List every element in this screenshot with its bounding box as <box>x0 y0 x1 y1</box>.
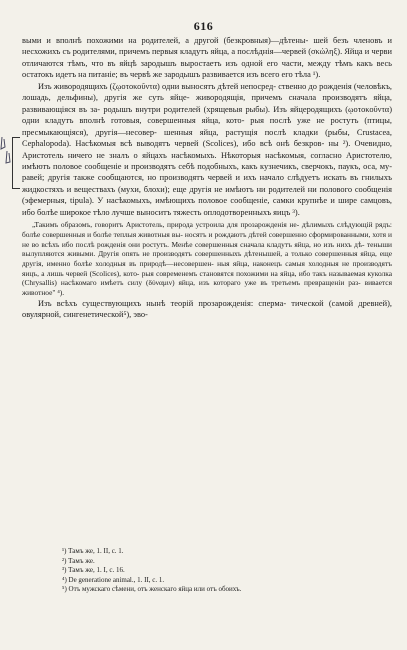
quotation-text: „Такимъ образомъ, говоритъ Аристотель, природа устроила для прозарожденія не- дѣлимыхъ слѣдующій рядъ: болѣе совершенныя и болѣе теплыя животныя вы- носятъ и рождаютъ дѣтей совершенно сформированными, хотя и не во всѣхъ ибо послѣ рожденія они ростутъ. Менѣе совершенныя сначала кладутъ яйца, но изъ нихъ дѣ- теныши вылупляются живыми. Другія опять не производятъ совершенныхъ дѣтенышей, а только совершенныя яйца, еще другія, именно болѣе холодныя въ природѣ—несовершен- ныя яйца, наконецъ самыя холодныя не производятъ яицъ, а лишь червей (Scolices), кото- рыя современемъ становятся похожими на яйца, ибо такъ называемая куколка (Chrysallis) насѣкомаго имѣетъ силу (δύναμιν) яйца, изъ котораго уже въ третьемъ превращеніи раз- вивается животное" ⁴). <box>22 220 392 297</box>
paragraph-3: Изъ всѣхъ существующихъ нынѣ теорій прозарожденія: сперма- тической (самой древней), овулярной, сингенетической⁵), эво- <box>22 298 392 319</box>
paragraph-2: Изъ живородящихъ (ζῳοτοκοῦντα) одни выносятъ дѣтей непосред- ственно до рожденія (человѣкъ, лошадь, дельфины), другія же суть яйце- живородящія, причемъ сначала производятъ яйца, развивающіяся въ за- родышъ внутри родителей (хрящевыя рыбы). Изъ яйцеродящихъ (ῳοτοκοῦντα) одни кладутъ вполнѣ готовыя, совершенныя яйца, кото- рыя послѣ уже не ростутъ (птицы, пресмыкающіяся), другія—несовер- шенныя яйца, растущія послѣ кладки (рыбы, Crustacea, Cephalopoda). Насѣкомыя всѣ выводятъ червей (Scolices), ибо всѣ онѣ безкров- ны ²). Очевидно, Аристотель ничего не зналъ о яйцахъ насѣкомыхъ. Нѣкоторыя насѣкомыя, согласно Аристотелю, имѣютъ половое сообщеніе и производятъ себѣ подобныхъ, какъ кузнечикъ, сверчокъ, паукъ, оса, му- равей; другія также сообщаются, но производятъ червей и ихъ начало слѣдуетъ искать въ гнилыхъ жидкостяхъ и веществахъ (мухи, блохи); еще другія не имѣютъ ни родителей ни полового сообщенія (эфемерныя, tipula). У насѣкомыхъ, имѣющихъ половое сообщеніе, самки крупнѣе и шире самцовъ, ибо болѣе широкое тѣло лучше выноситъ тяжесть оплодотворенныхъ яицъ ³). <box>22 81 392 217</box>
footnote-4: ⁴) De generatione animal., 1. II, c. 1. <box>62 575 165 584</box>
margin-handwritten-note <box>0 135 14 169</box>
footnote-3: ³) Тамъ же, 1. I, c. 16. <box>62 566 125 575</box>
page-number: 616 <box>193 19 214 33</box>
paragraph-1: выми и вполнѣ похожими на родителей, а другой (безкровныя)—дѣтены- шей безъ членовъ и несхожихъ съ родителями, причемъ первыя кладутъ яйца, а послѣднія—червей (σκώληξ). Яйца и черви отличаются тѣмъ, что въ яйцѣ зародышъ выростаетъ изъ одной его части, между тѣмъ какъ весь остатокъ идетъ на питаніе; въ червѣ же зародышъ развивается изъ всего его тѣла ¹). <box>22 36 392 80</box>
footnote-5: ⁵) Отъ мужскаго сѣмени, отъ женскаго яйца или отъ обоихъ. <box>62 585 242 594</box>
text-body <box>22 35 392 320</box>
footnote-2: ²) Тамъ же. <box>62 556 95 565</box>
footnote-1: ¹) Тамъ же, 1. II, c. 1. <box>62 547 124 555</box>
footnotes <box>62 547 382 595</box>
quotation-block <box>22 220 392 297</box>
